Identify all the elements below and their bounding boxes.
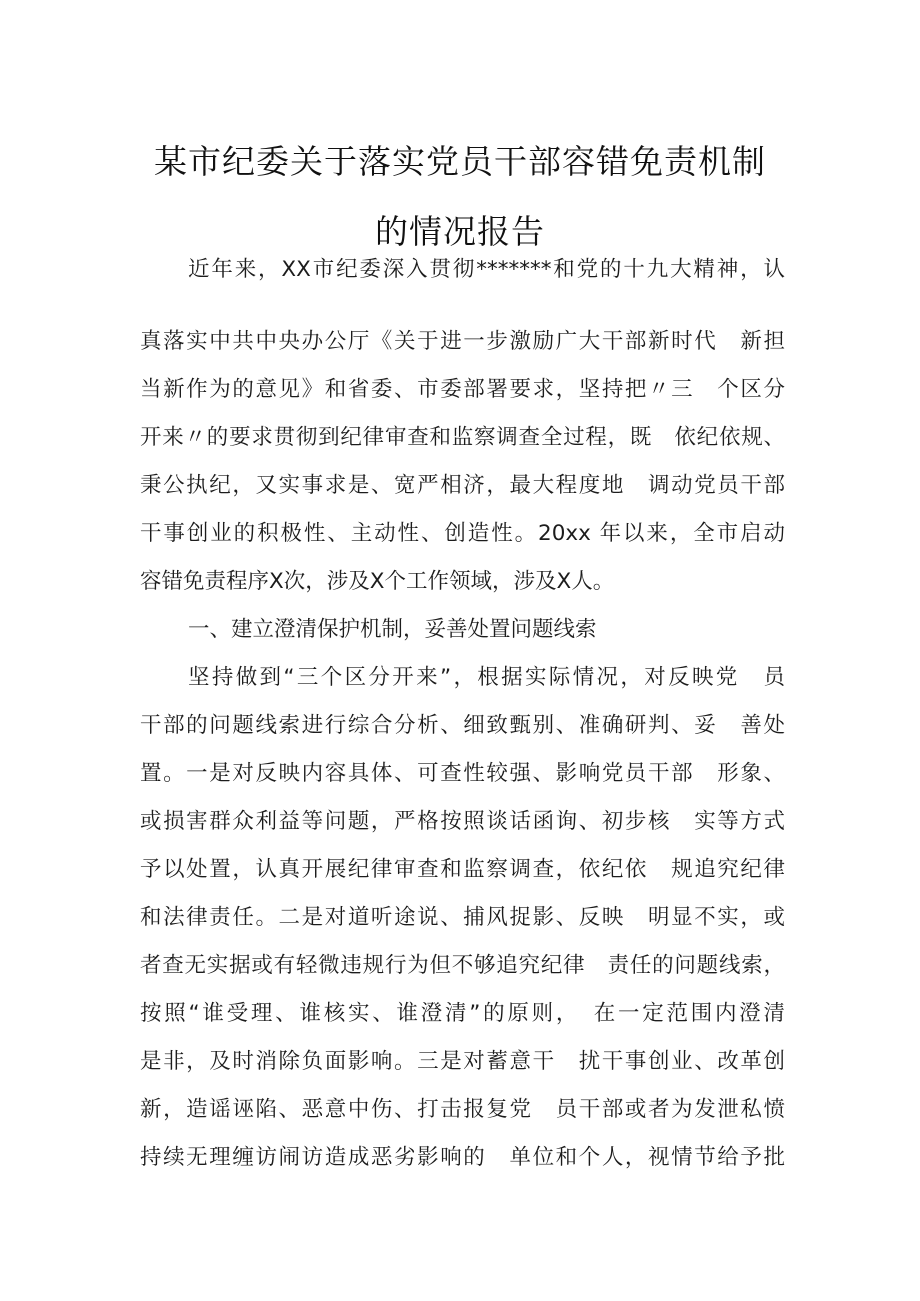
paragraph-line: 干事创业的积极性、主动性、创造性。20xx 年以来，全市启动 <box>140 521 785 546</box>
paragraph-line: 是非，及时消除负面影响。三是对蓄意干 扰干事创业、改革创 <box>140 1049 785 1074</box>
paragraph-line: 新，造谣诬陷、恶意中伤、打击报复党 员干部或者为发泄私愤 <box>140 1097 785 1122</box>
paragraph-line: 和法律责任。二是对道听途说、捕风捉影、反映 明显不实，或 <box>140 905 785 930</box>
paragraph-line: 或损害群众利益等问题，严格按照谈话函询、初步核 实等方式 <box>140 809 785 834</box>
paragraph-line: 持续无理缠访闹访造成恶劣影响的 单位和个人，视情节给予批 <box>140 1145 785 1170</box>
paragraph-line: 真落实中共中央办公厅《关于进一步激励广大干部新时代 新担 <box>140 329 785 354</box>
section-heading: 一、建立澄清保护机制，妥善处置问题线索 <box>188 617 597 642</box>
paragraph-line: 当新作为的意见》和省委、市委部署要求，坚持把〃三 个区分 <box>140 377 785 402</box>
paragraph-line: 容错免责程序X次，涉及X个工作领域，涉及X人。 <box>140 569 615 594</box>
paragraph-line: 予以处置，认真开展纪律审查和监察调查，依纪依 规追究纪律 <box>140 857 785 882</box>
paragraph-line: 秉公执纪，又实事求是、宽严相济，最大程度地 调动党员干部 <box>140 473 785 498</box>
paragraph-line: 近年来，XX市纪委深入贯彻*******和党的十九大精神，认 <box>188 257 785 282</box>
document-title-line-1: 某市纪委关于落实党员干部容错免责机制 <box>154 142 766 181</box>
paragraph-line: 置。一是对反映内容具体、可查性较强、影响党员干部 形象、 <box>140 761 785 786</box>
document-title-line-2: 的情况报告 <box>375 212 545 251</box>
paragraph-line: 开来〃的要求贯彻到纪律审查和监察调查全过程，既 依纪依规、 <box>140 425 785 450</box>
paragraph-line: 坚持做到“三个区分开来”，根据实际情况，对反映党 员 <box>188 665 785 690</box>
paragraph-line: 者查无实据或有轻微违规行为但不够追究纪律 责任的问题线索， <box>140 953 785 978</box>
paragraph-line: 干部的问题线索进行综合分析、细致甄别、准确研判、妥 善处 <box>140 713 785 738</box>
paragraph-line: 按照“谁受理、谁核实、谁澄清”的原则， 在一定范围内澄清 <box>140 1001 785 1026</box>
